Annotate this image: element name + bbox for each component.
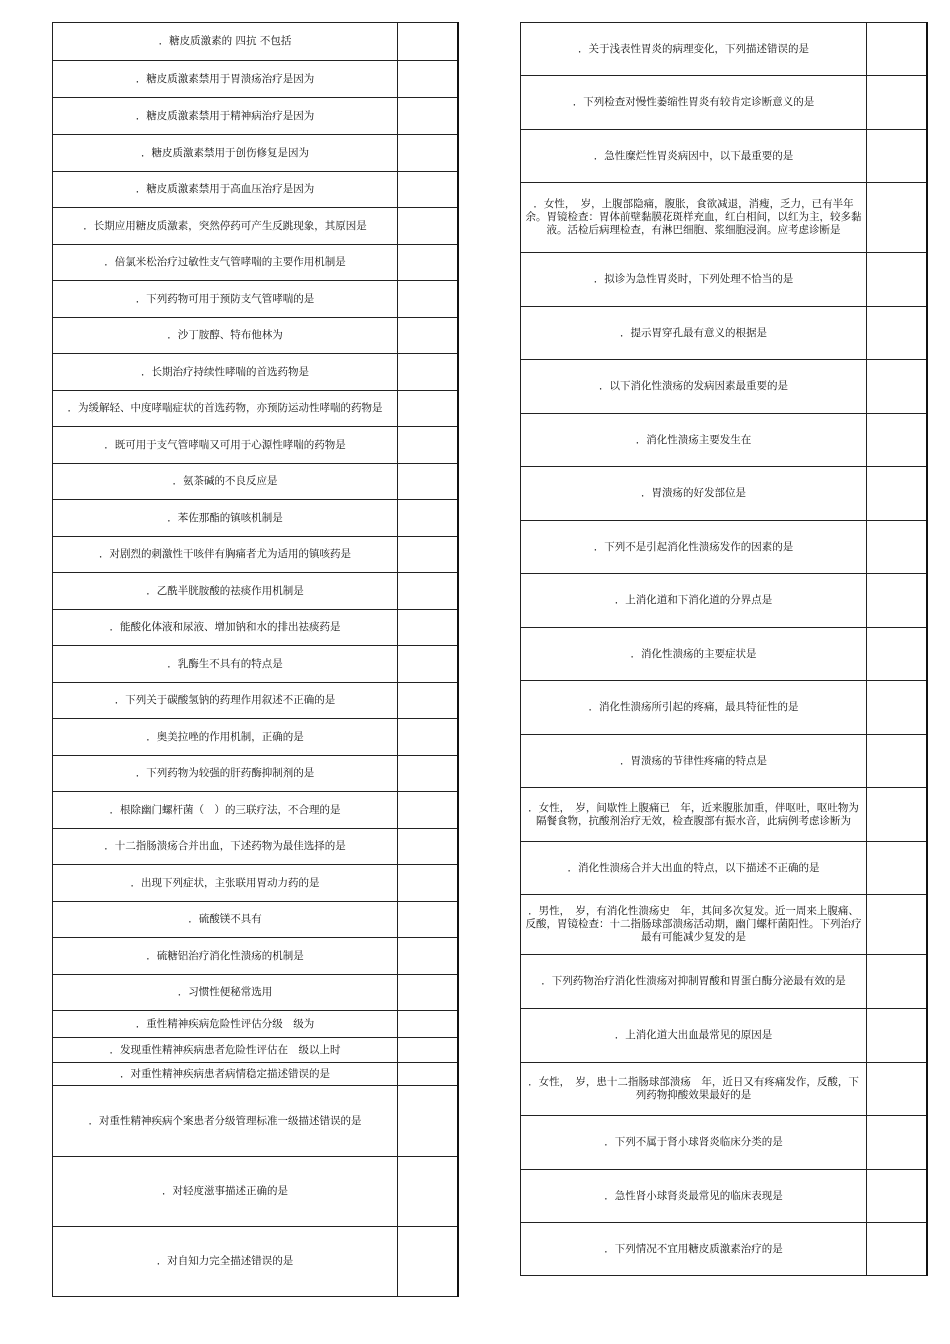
answer-cell bbox=[398, 537, 458, 573]
right-question-row bbox=[521, 788, 927, 842]
answer-cell bbox=[398, 281, 458, 318]
right-question-row bbox=[521, 130, 927, 183]
left-question-row bbox=[53, 829, 458, 865]
answer-cell bbox=[398, 427, 458, 464]
left-question-row bbox=[53, 354, 458, 391]
left-question-row bbox=[53, 1038, 458, 1063]
right-question-row bbox=[521, 76, 927, 130]
right-question-row bbox=[521, 574, 927, 628]
question-text: ．女性， 岁，患十二指肠球部溃疡 年，近日又有疼痛发作，反酸，下列药物抑酸效果最好的是 bbox=[521, 1063, 867, 1116]
answer-cell bbox=[398, 135, 458, 172]
answer-cell bbox=[867, 307, 927, 360]
answer-cell bbox=[867, 1116, 927, 1170]
left-question-row bbox=[53, 391, 458, 427]
question-text: ．出现下列症状，主张联用胃动力药的是 bbox=[53, 865, 398, 902]
answer-cell bbox=[398, 354, 458, 391]
answer-cell bbox=[398, 61, 458, 98]
right-question-body bbox=[521, 23, 927, 1276]
right-question-row bbox=[521, 414, 927, 467]
question-text: ．消化性溃疡所引起的疼痛，最具特征性的是 bbox=[521, 681, 867, 735]
left-question-row bbox=[53, 208, 458, 245]
left-question-row bbox=[53, 719, 458, 756]
question-text: ．习惯性便秘常选用 bbox=[53, 975, 398, 1011]
left-question-row bbox=[53, 792, 458, 829]
question-text: ．氨茶碱的不良反应是 bbox=[53, 464, 398, 500]
question-text: ．硫糖铝治疗消化性溃疡的机制是 bbox=[53, 938, 398, 975]
question-text: ．长期应用糖皮质激素，突然停药可产生反跳现象，其原因是 bbox=[53, 208, 398, 245]
right-question-row bbox=[521, 1223, 927, 1276]
answer-cell bbox=[867, 681, 927, 735]
question-text: ．下列检查对慢性萎缩性胃炎有较肯定诊断意义的是 bbox=[521, 76, 867, 130]
answer-cell bbox=[398, 829, 458, 865]
question-text: ．长期治疗持续性哮喘的首选药物是 bbox=[53, 354, 398, 391]
left-question-row bbox=[53, 464, 458, 500]
right-question-row bbox=[521, 1009, 927, 1063]
right-question-row bbox=[521, 895, 927, 955]
right-question-row bbox=[521, 253, 927, 307]
question-text: ．乳酶生不具有的特点是 bbox=[53, 646, 398, 683]
answer-cell bbox=[867, 1170, 927, 1223]
question-text: ．糖皮质激素的 四抗 不包括 bbox=[53, 23, 398, 61]
question-text: ．下列药物可用于预防支气管哮喘的是 bbox=[53, 281, 398, 318]
left-question-row bbox=[53, 172, 458, 208]
question-text: ．胃溃疡的好发部位是 bbox=[521, 467, 867, 521]
question-text: ．女性， 岁，间歇性上腹痛已 年，近来腹胀加重，伴呕吐，呕吐物为隔餐食物，抗酸剂治疗无效，检查腹部有振水音，此病例考虑诊断为 bbox=[521, 788, 867, 842]
question-text: ．对重性精神疾病个案患者分级管理标准一级描述错误的是 bbox=[53, 1086, 398, 1157]
question-text: ．发现重性精神疾病患者危险性评估在 级以上时 bbox=[53, 1038, 398, 1063]
answer-cell bbox=[867, 467, 927, 521]
answer-cell bbox=[867, 574, 927, 628]
answer-cell bbox=[398, 208, 458, 245]
answer-cell bbox=[398, 1038, 458, 1063]
left-question-row bbox=[53, 902, 458, 938]
answer-cell bbox=[398, 938, 458, 975]
question-text: ．胃溃疡的节律性疼痛的特点是 bbox=[521, 735, 867, 788]
question-text: ．对轻度滋事描述正确的是 bbox=[53, 1157, 398, 1227]
answer-cell bbox=[398, 172, 458, 208]
question-text: ．既可用于支气管哮喘又可用于心源性哮喘的药物是 bbox=[53, 427, 398, 464]
answer-cell bbox=[867, 1063, 927, 1116]
right-question-row bbox=[521, 360, 927, 414]
answer-cell bbox=[398, 975, 458, 1011]
answer-cell bbox=[398, 756, 458, 792]
question-text: ．上消化道和下消化道的分界点是 bbox=[521, 574, 867, 628]
right-question-row bbox=[521, 183, 927, 253]
question-text: ．急性糜烂性胃炎病因中，以下最重要的是 bbox=[521, 130, 867, 183]
answer-cell bbox=[867, 842, 927, 895]
left-question-row bbox=[53, 646, 458, 683]
answer-cell bbox=[398, 391, 458, 427]
answer-cell bbox=[398, 23, 458, 61]
left-question-row bbox=[53, 1011, 458, 1038]
answer-cell bbox=[398, 573, 458, 610]
left-question-row bbox=[53, 23, 458, 61]
question-text: ．女性， 岁，上腹部隐痛，腹胀，食欲减退，消瘦，乏力，已有半年余。胃镜检查：胃体前壁黏膜花斑样充血，红白相间，以红为主，较多黏液。活检后病理检查，有淋巴细胞、浆细胞浸润。应考虑诊断是 bbox=[521, 183, 867, 253]
question-text: ．糖皮质激素禁用于胃溃疡治疗是因为 bbox=[53, 61, 398, 98]
question-text: ．急性肾小球肾炎最常见的临床表现是 bbox=[521, 1170, 867, 1223]
question-text: ．消化性溃疡合并大出血的特点，以下描述不正确的是 bbox=[521, 842, 867, 895]
left-question-row bbox=[53, 865, 458, 902]
answer-cell bbox=[867, 788, 927, 842]
answer-cell bbox=[398, 1227, 458, 1297]
answer-cell bbox=[398, 902, 458, 938]
answer-cell bbox=[867, 183, 927, 253]
question-text: ．下列情况不宜用糖皮质激素治疗的是 bbox=[521, 1223, 867, 1276]
answer-cell bbox=[398, 1011, 458, 1038]
question-text: ．下列不属于肾小球肾炎临床分类的是 bbox=[521, 1116, 867, 1170]
question-text: ．乙酰半胱胺酸的祛痰作用机制是 bbox=[53, 573, 398, 610]
left-question-row bbox=[53, 1157, 458, 1227]
left-question-row bbox=[53, 98, 458, 135]
answer-cell bbox=[867, 23, 927, 76]
answer-cell bbox=[398, 464, 458, 500]
question-text: ．对自知力完全描述错误的是 bbox=[53, 1227, 398, 1297]
question-text: ．倍氯米松治疗过敏性支气管哮喘的主要作用机制是 bbox=[53, 245, 398, 281]
answer-cell bbox=[398, 792, 458, 829]
question-text: ．关于浅表性胃炎的病理变化，下列描述错误的是 bbox=[521, 23, 867, 76]
question-text: ．奥美拉唑的作用机制，正确的是 bbox=[53, 719, 398, 756]
answer-cell bbox=[398, 500, 458, 537]
question-text: ．糖皮质激素禁用于创伤修复是因为 bbox=[53, 135, 398, 172]
right-question-row bbox=[521, 1063, 927, 1116]
question-text: ．对重性精神疾病患者病情稳定描述错误的是 bbox=[53, 1063, 398, 1086]
question-text: ．提示胃穿孔最有意义的根据是 bbox=[521, 307, 867, 360]
left-question-row bbox=[53, 683, 458, 719]
answer-cell bbox=[398, 865, 458, 902]
question-text: ．上消化道大出血最常见的原因是 bbox=[521, 1009, 867, 1063]
left-question-row bbox=[53, 610, 458, 646]
right-question-row bbox=[521, 842, 927, 895]
answer-cell bbox=[867, 895, 927, 955]
left-question-row bbox=[53, 573, 458, 610]
left-question-row bbox=[53, 1086, 458, 1157]
right-question-row bbox=[521, 681, 927, 735]
answer-cell bbox=[398, 98, 458, 135]
answer-cell bbox=[398, 1086, 458, 1157]
answer-cell bbox=[867, 628, 927, 681]
answer-cell bbox=[398, 1063, 458, 1086]
right-question-row bbox=[521, 955, 927, 1009]
answer-cell bbox=[398, 245, 458, 281]
question-text: ．沙丁胺醇、特布他林为 bbox=[53, 318, 398, 354]
answer-cell bbox=[867, 521, 927, 574]
right-question-row bbox=[521, 1116, 927, 1170]
left-question-row bbox=[53, 1063, 458, 1086]
left-question-body bbox=[53, 23, 458, 1297]
answer-cell bbox=[867, 735, 927, 788]
right-question-row bbox=[521, 307, 927, 360]
answer-cell bbox=[867, 1009, 927, 1063]
left-question-row bbox=[53, 975, 458, 1011]
left-question-row bbox=[53, 500, 458, 537]
left-question-row bbox=[53, 427, 458, 464]
left-question-row bbox=[53, 318, 458, 354]
right-question-row bbox=[521, 23, 927, 76]
answer-cell bbox=[867, 76, 927, 130]
left-question-row bbox=[53, 245, 458, 281]
left-question-table bbox=[52, 22, 459, 1297]
answer-cell bbox=[867, 1223, 927, 1276]
answer-cell bbox=[398, 610, 458, 646]
question-text: ．下列不是引起消化性溃疡发作的因素的是 bbox=[521, 521, 867, 574]
answer-cell bbox=[398, 683, 458, 719]
answer-cell bbox=[398, 1157, 458, 1227]
question-text: ．下列关于碳酸氢钠的药理作用叙述不正确的是 bbox=[53, 683, 398, 719]
answer-cell bbox=[867, 414, 927, 467]
right-question-row bbox=[521, 1170, 927, 1223]
right-question-row bbox=[521, 467, 927, 521]
right-question-row bbox=[521, 628, 927, 681]
question-text: ．消化性溃疡的主要症状是 bbox=[521, 628, 867, 681]
question-text: ．重性精神疾病危险性评估分级 级为 bbox=[53, 1011, 398, 1038]
left-question-row bbox=[53, 938, 458, 975]
answer-cell bbox=[867, 360, 927, 414]
answer-cell bbox=[867, 130, 927, 183]
right-question-row bbox=[521, 735, 927, 788]
left-question-row bbox=[53, 1227, 458, 1297]
question-text: ．糖皮质激素禁用于高血压治疗是因为 bbox=[53, 172, 398, 208]
question-text: ．拟诊为急性胃炎时，下列处理不恰当的是 bbox=[521, 253, 867, 307]
answer-cell bbox=[867, 253, 927, 307]
left-question-row bbox=[53, 756, 458, 792]
question-text: ．十二指肠溃疡合并出血，下述药物为最佳选择的是 bbox=[53, 829, 398, 865]
question-text: ．下列药物为较强的肝药酶抑制剂的是 bbox=[53, 756, 398, 792]
left-question-row bbox=[53, 537, 458, 573]
question-text: ．以下消化性溃疡的发病因素最重要的是 bbox=[521, 360, 867, 414]
answer-cell bbox=[867, 955, 927, 1009]
left-question-row bbox=[53, 61, 458, 98]
question-text: ．对剧烈的刺激性干咳伴有胸痛者尤为适用的镇咳药是 bbox=[53, 537, 398, 573]
answer-cell bbox=[398, 719, 458, 756]
right-question-table bbox=[520, 22, 928, 1276]
question-text: ．能酸化体液和尿液、增加钠和水的排出祛痰药是 bbox=[53, 610, 398, 646]
right-question-row bbox=[521, 521, 927, 574]
left-question-row bbox=[53, 281, 458, 318]
question-text: ．为缓解轻、中度哮喘症状的首选药物，亦预防运动性哮喘的药物是 bbox=[53, 391, 398, 427]
question-text: ．根除幽门螺杆菌（ ）的三联疗法，不合理的是 bbox=[53, 792, 398, 829]
question-text: ．下列药物治疗消化性溃疡对抑制胃酸和胃蛋白酶分泌最有效的是 bbox=[521, 955, 867, 1009]
question-text: ．消化性溃疡主要发生在 bbox=[521, 414, 867, 467]
question-text: ．苯佐那酯的镇咳机制是 bbox=[53, 500, 398, 537]
question-text: ．硫酸镁不具有 bbox=[53, 902, 398, 938]
question-text: ．糖皮质激素禁用于精神病治疗是因为 bbox=[53, 98, 398, 135]
question-text: ．男性， 岁，有消化性溃疡史 年，其间多次复发。近一周来上腹痛、反酸，胃镜检查：十二指肠球部溃疡活动期，幽门螺杆菌阳性。下列治疗最有可能减少复发的是 bbox=[521, 895, 867, 955]
answer-cell bbox=[398, 318, 458, 354]
left-question-row bbox=[53, 135, 458, 172]
answer-cell bbox=[398, 646, 458, 683]
